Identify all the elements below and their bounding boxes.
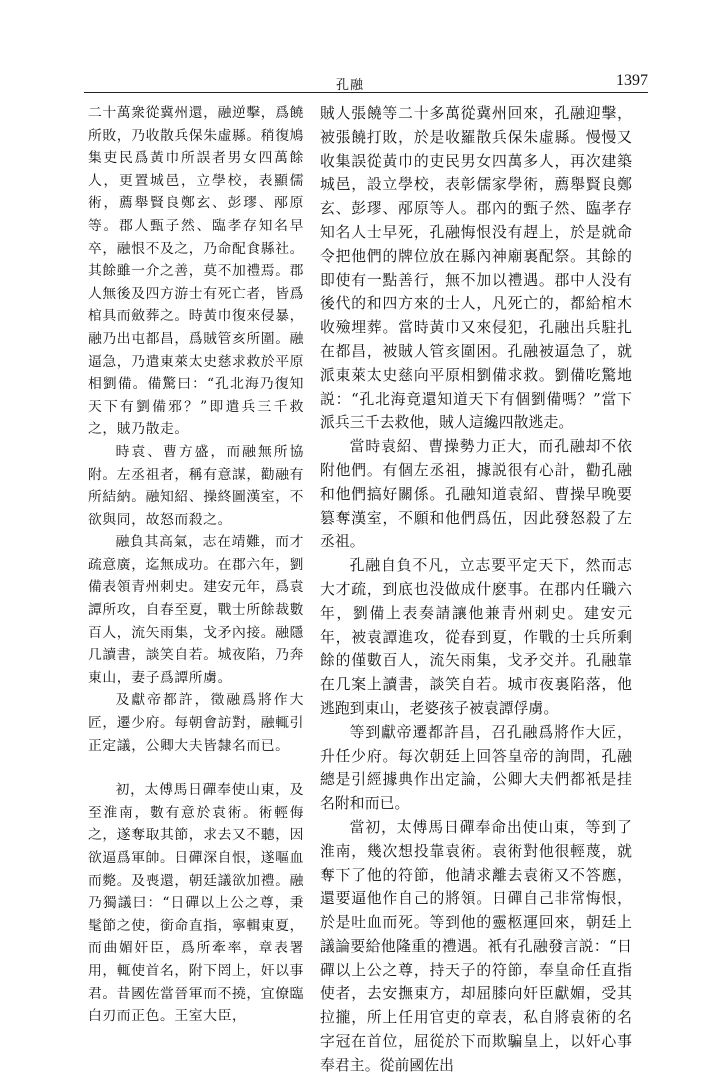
- classical-paragraph: 初，太傅馬日磾奉使山東，及至淮南，數有意於袁術。術輕侮之，遂奪取其節，求去又不聽，因欲逼爲軍帥。日磾深自恨，遂嘔血而斃。及喪還，朝廷議欲加禮。融乃獨議曰：“日磾以上公之尊，秉髦節之使，銜命直指，寧輯東夏，而曲媚奸臣，爲所牽率，章表署用，輒使首名，附下罔上，奸以事君。昔國佐當晉軍而不撓，宜僚臨白刃而正色。王室大臣，: [88, 782, 304, 1025]
- classical-paragraph: 及獻帝都許，徵融爲將作大匠，遷少府。每朝會訪對，融輒引正定議，公卿大夫皆隸名而已。: [88, 692, 304, 754]
- header-rule: [84, 92, 648, 93]
- translation-column: [320, 102, 632, 1078]
- translation-paragraph: 賊人張饒等二十多萬從冀州回來，孔融迎擊，被張饒打敗，於是收羅散兵保朱虛縣。慢慢又收集誤從黃巾的吏民男女四萬多人，再次建築城邑，設立學校，表彰儒家學術，薦舉賢良鄭玄、彭璆、邴原等人。郡內的甄子然、臨孝存知名人士早死，孔融悔恨没有趕上，於是就命令把他們的牌位放在縣內神廟裏配祭。其餘的即使有一點善行，無不加以禮遇。郡中人没有後代的和四方來的士人，凡死亡的，都給棺木收殮埋葬。當時黃巾又來侵犯，孔融出兵駐扎在都昌，被賊人管亥圍困。孔融被逼急了，就派東萊太史慈向平原相劉備求救。劉備吃驚地説：“孔北海竟還知道天下有個劉備嗎？”當下派兵三千去救他，賊人這纔四散逃走。: [320, 105, 632, 432]
- classical-paragraph: 融負其高氣，志在靖難，而才疏意廣，迄無成功。在郡六年，劉備表領青州刺史。建安元年，爲袁譚所攻，自春至夏，戰士所餘裁數百人，流矢雨集，戈矛內接。融隱几讀書，談笑自若。城夜陷，乃奔東山，妻子爲譚所虜。: [88, 534, 304, 686]
- translation-paragraph: 當初，太傅馬日磾奉命出使山東，等到了淮南，幾次想投靠袁術。袁術對他很輕蔑，就奪下了他的符節，他請求離去袁術又不答應，還要逼他作自己的將領。日磾自己非常悔恨，於是吐血而死。等到他的靈柩運回來，朝廷上議論要給他隆重的禮遇。衹有孔融發言説：“日磾以上公之尊，持天子的符節，奉皇命任直指使者，去安撫東方，却屈膝向奸臣獻媚，受其拉攏，所上任用官吏的章表，私自將袁術的名字冠在首位，屈從於下而欺騙皇上，以奸心事奉君主。從前國佐出: [320, 818, 632, 1074]
- translation-paragraph: 孔融自負不凡，立志要平定天下，然而志大才疏，到底也没做成什麽事。在郡内任職六年，劉備上表奏請讓他兼青州刺史。建安元年，被袁譚進攻，從春到夏，作戰的士兵所剩餘的僅數百人，流矢雨集，戈矛交并。孔融靠在几案上讀書，談笑自若。城市夜裏陷落，他逃跑到東山，老婆孩子被袁譚俘虜。: [320, 557, 632, 717]
- running-title: 孔融: [336, 78, 365, 93]
- translation-paragraph: 當時袁紹、曹操勢力正大，而孔融却不依附他們。有個左丞祖，據説很有心計，勸孔融和他們搞好關係。孔融知道袁紹、曹操早晚要篡奪漢室，不願和他們爲伍，因此發怒殺了左丞祖。: [320, 438, 632, 551]
- classical-text-column: [88, 102, 304, 1028]
- classical-paragraph: 二十萬衆從冀州還，融逆擊，爲饒所敗，乃收散兵保朱虛縣。稍復鳩集吏民爲黃巾所誤者男女四萬餘人，更置城邑，立學校，表顯儒術，薦舉賢良鄭玄、彭璆、邴原等。郡人甄子然、臨孝存知名早卒，融恨不及之，乃命配食縣社。其餘雖一介之善，莫不加禮焉。郡人無後及四方游士有死亡者，皆爲棺具而斂葬之。時黃巾復來侵暴，融乃出屯都昌，爲賊管亥所圍。融逼急，乃遣東萊太史慈求救於平原相劉備。備驚曰：“孔北海乃復知天下有劉備邪？”即遣兵三千救之，賊乃散走。: [88, 105, 304, 438]
- page-header: [84, 70, 648, 94]
- page-number: 1397: [616, 72, 648, 89]
- classical-paragraph: 時袁、曹方盛，而融無所協附。左丞祖者，稱有意謀，勸融有所結納。融知紹、操終圖漢室，不欲與同，故怒而殺之。: [88, 443, 304, 528]
- translation-paragraph: 等到獻帝遷都許昌，召孔融爲將作大匠，升任少府。每次朝廷上回答皇帝的詢問，孔融總是引經據典作出定論，公卿大夫們都衹是挂名附和而已。: [320, 723, 632, 813]
